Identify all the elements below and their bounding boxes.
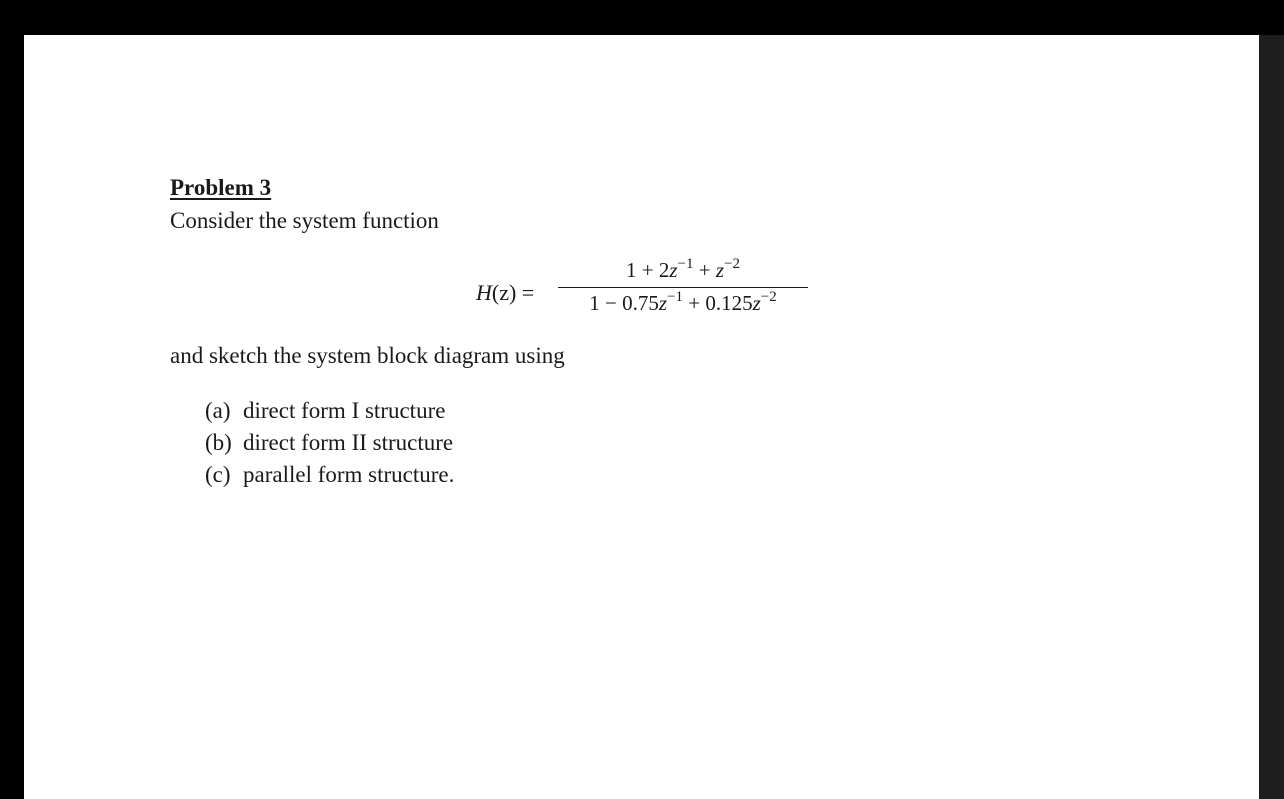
numerator-exponent-1: −1 (677, 256, 694, 272)
list-item (205, 395, 454, 427)
part-marker: (b) (205, 430, 232, 455)
part-text: direct form II structure (243, 430, 454, 455)
equation-numerator (558, 255, 808, 285)
parts-list (205, 395, 454, 491)
denominator-term-1: 1 − 0.75 (589, 291, 659, 315)
part-text: direct form I structure (243, 398, 446, 423)
part-text: parallel form structure. (243, 462, 455, 487)
list-item (205, 427, 454, 459)
numerator-term-2: + (693, 258, 716, 282)
denominator-var-1: z (658, 291, 668, 315)
equation-fraction (558, 255, 808, 318)
instruction-text: and sketch the system block diagram using (170, 343, 565, 368)
part-marker: (c) (205, 462, 231, 487)
numerator-term-1: 1 + 2 (626, 258, 670, 282)
numerator-var-2: z (715, 258, 725, 282)
intro-text: Consider the system function (170, 208, 439, 233)
list-item (205, 459, 454, 491)
denominator-exponent-1: −1 (667, 289, 683, 305)
equation-lhs (476, 280, 534, 306)
problem-title: Problem 3 (170, 175, 272, 200)
denominator-exponent-2: −2 (760, 289, 777, 305)
equation-lhs-function: H (476, 280, 492, 305)
scroll-edge (1259, 35, 1284, 799)
system-function-equation (476, 255, 816, 327)
equation-denominator (558, 288, 808, 318)
numerator-exponent-2: −2 (724, 256, 740, 272)
part-marker: (a) (205, 398, 231, 423)
equation-lhs-argument: (z) = (491, 280, 535, 305)
numerator-var-1: z (669, 258, 678, 282)
denominator-var-2: z (752, 291, 761, 315)
denominator-term-2: + 0.125 (683, 291, 753, 315)
